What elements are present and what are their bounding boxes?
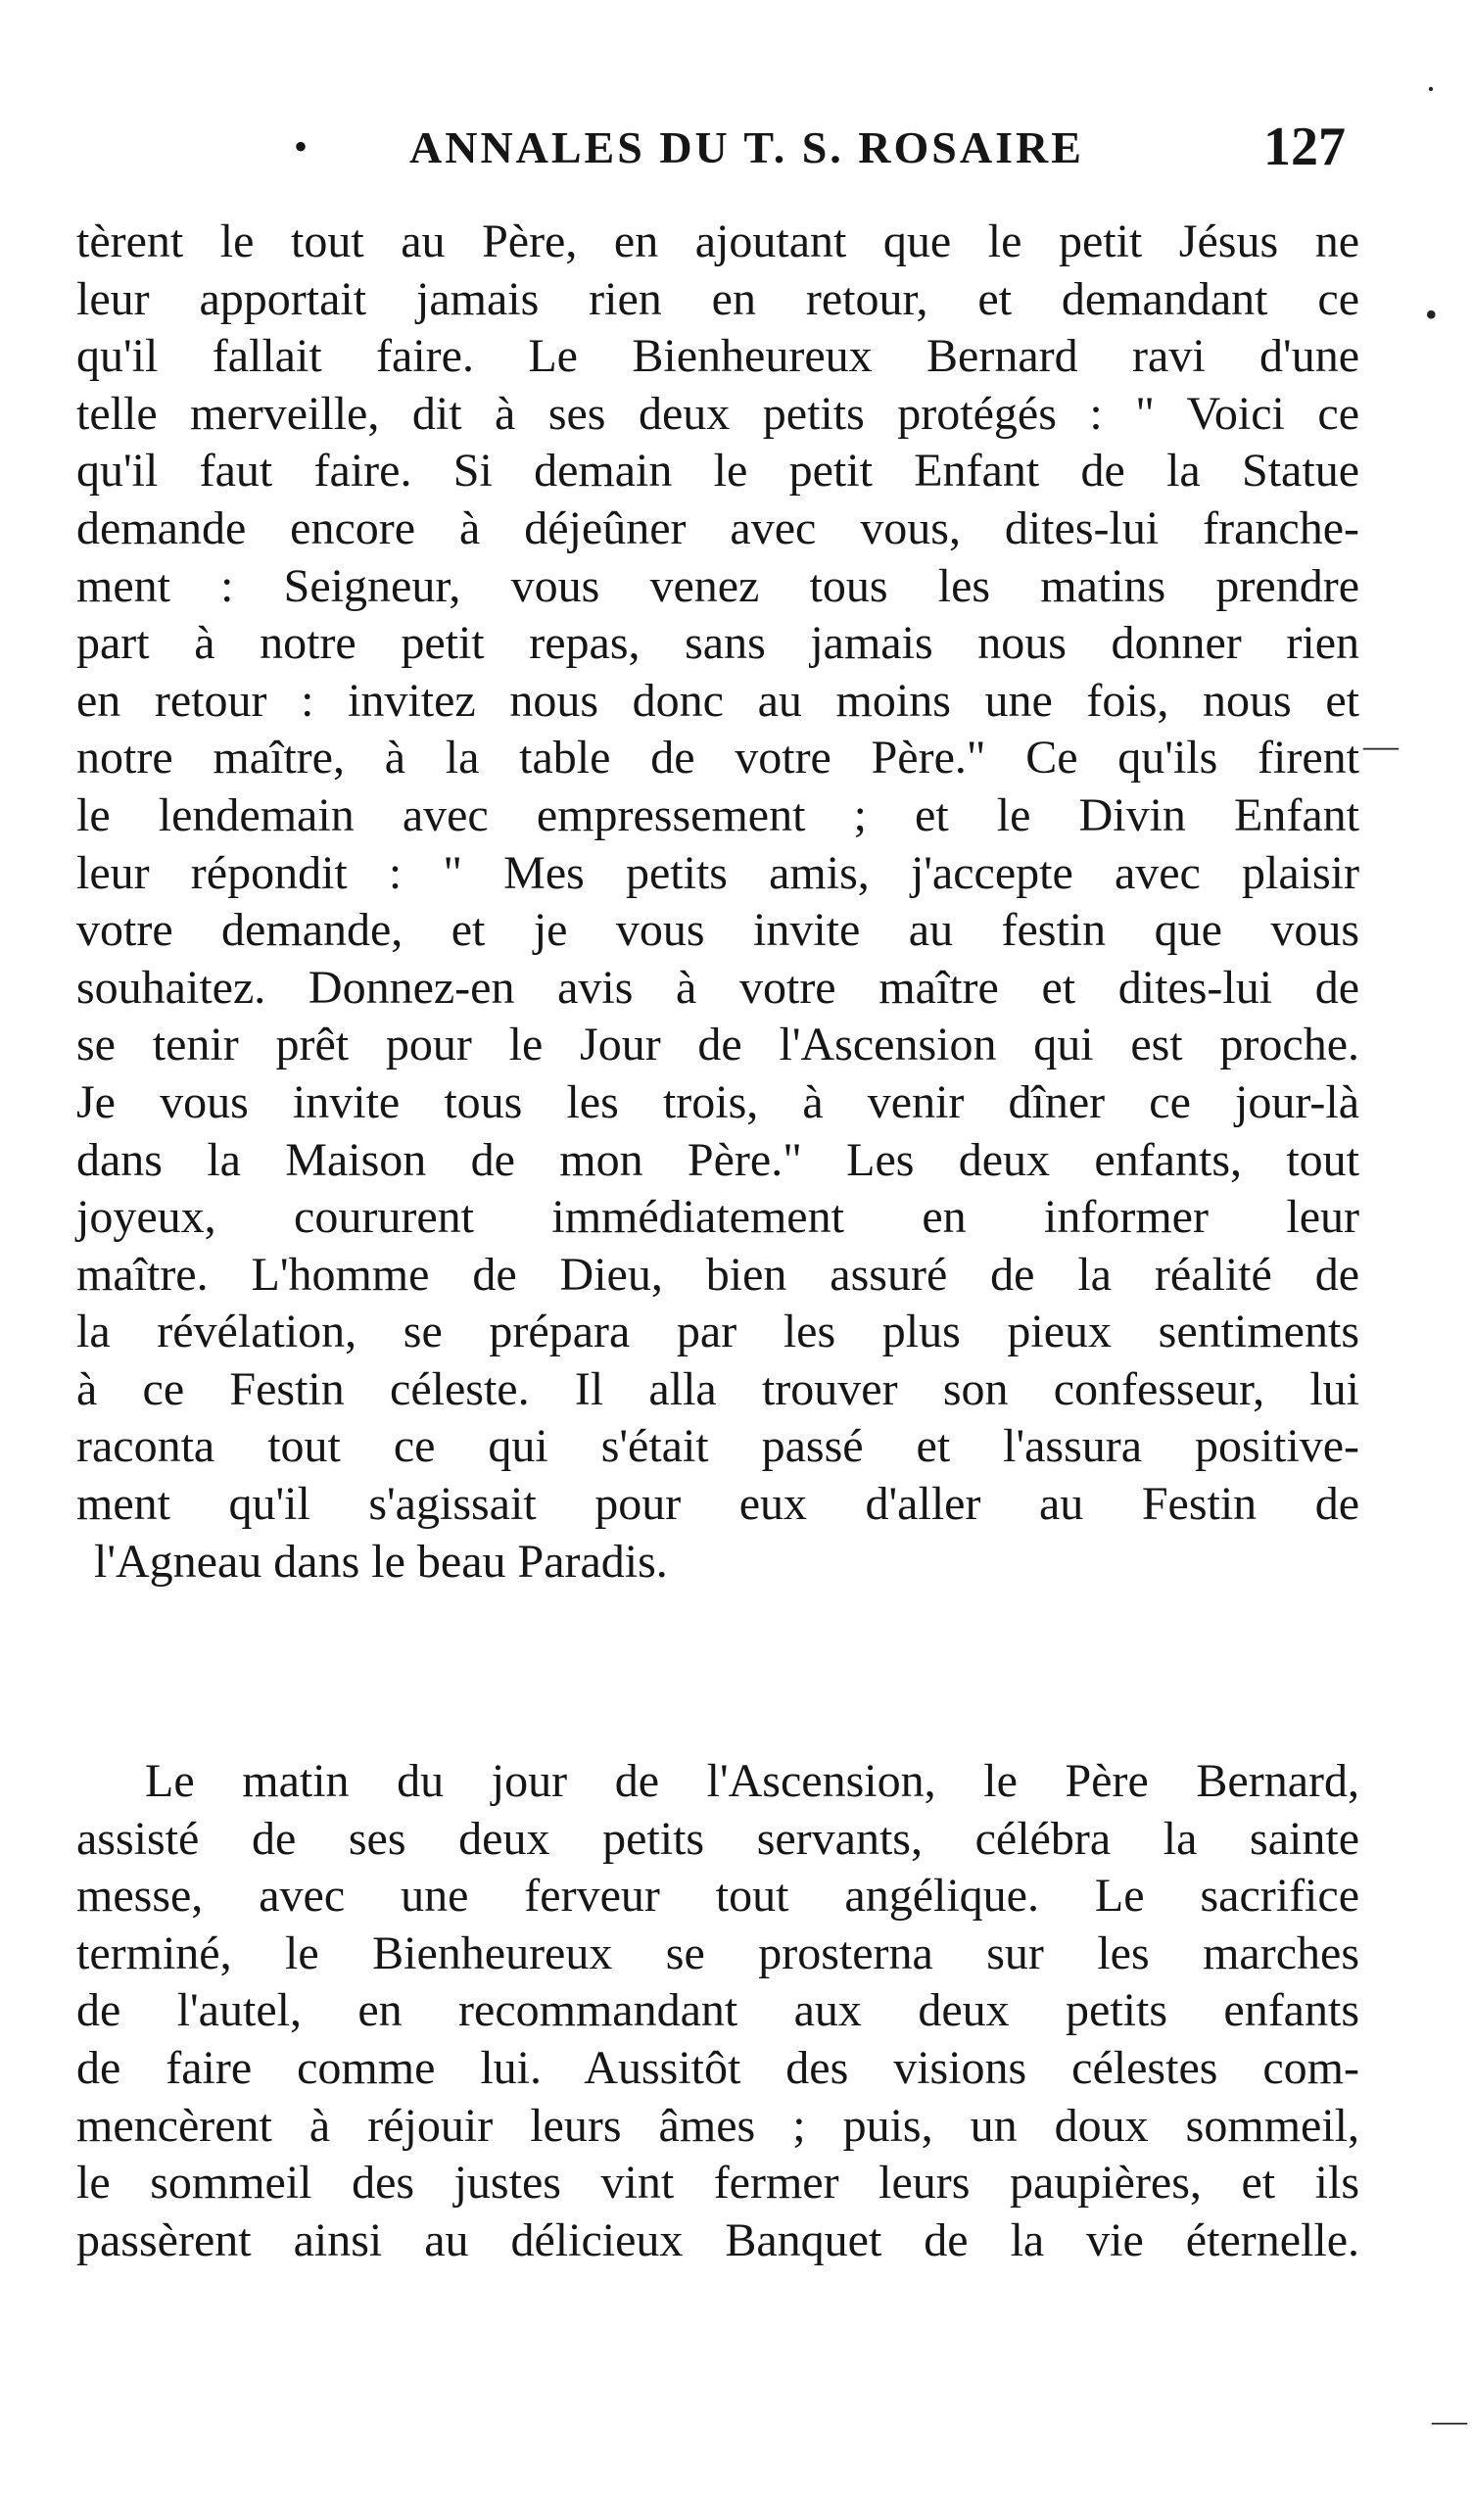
text-line: en retour : invitez nous donc au moins une fois, nous et [76,674,1359,727]
text-line: notre maître, à la table de votre Père." Ce qu'ils firent [76,732,1359,785]
text-line: maître. L'homme de Dieu, bien assuré de la réalité de [76,1248,1359,1301]
text-line: ment : Seigneur, vous venez tous les matins prendre [76,559,1359,612]
text-line: la révélation, se prépara par les plus pieux sentiments [76,1306,1359,1358]
text-line: Le matin du jour de l'Ascension, le Père Bernard, [145,1755,1359,1807]
margin-mark-dash: — [1363,726,1399,765]
text-line: leur répondit : " Mes petits amis, j'accepte avec plaisir [76,846,1359,899]
text-line: de faire comme lui. Aussitôt des visions célestes com- [76,2041,1359,2094]
text-line: l'Agneau dans le beau Paradis. [94,1535,668,1588]
text-line: le sommeil des justes vint fermer leurs paupières, et ils [76,2157,1359,2210]
text-line: passèrent ainsi au délicieux Banquet de la vie éternelle. [76,2213,1359,2266]
head-bullet: • [294,124,309,168]
text-line: terminé, le Bienheureux se prosterna sur les marches [76,1926,1359,1979]
text-line: ment qu'il s'agissait pour eux d'aller au Festin de [76,1478,1359,1531]
text-line: demande encore à déjeûner avec vous, dites-lui franche- [76,501,1359,554]
text-line: se tenir prêt pour le Jour de l'Ascension qui est proche. [76,1019,1359,1071]
text-line: messe, avec une ferveur tout angélique. Le sacrifice [76,1870,1359,1923]
text-line: Je vous invite tous les trois, à venir dîner ce jour-là [76,1075,1359,1128]
text-line: votre demande, et je vous invite au festin que vous [76,904,1359,957]
margin-mark-dot: • [1425,295,1438,334]
paragraph-1 [76,214,1359,1591]
running-head-title: ANNALES DU T. S. ROSAIRE [409,122,1084,172]
text-line: assisté de ses deux petits servants, célébra la sainte [76,1812,1359,1865]
running-head [294,116,1401,184]
text-line: le lendemain avec empressement ; et le Divin Enfant [76,788,1359,841]
text-line: dans la Maison de mon Père." Les deux enfants, tout [76,1133,1359,1186]
page-number: 127 [1263,117,1346,177]
text-line: souhaitez. Donnez-en avis à votre maître et dites-lui de [76,961,1359,1014]
margin-mark-bottom: — [1432,2401,1467,2440]
text-line: raconta tout ce qui s'était passé et l'assura positive- [76,1420,1359,1473]
text-line: à ce Festin céleste. Il alla trouver son confesseur, lui [76,1362,1359,1415]
text-line: qu'il faut faire. Si demain le petit Enfant de la Statue [76,445,1359,498]
text-line: mencèrent à réjouir leurs âmes ; puis, un doux sommeil, [76,2099,1359,2152]
text-line: leur apportait jamais rien en retour, et demandant ce [76,272,1359,325]
text-line: tèrent le tout au Père, en ajoutant que le petit Jésus ne [76,215,1359,267]
text-line: telle merveille, dit à ses deux petits protégés : " Voici ce [76,387,1359,440]
text-line: joyeux, coururent immédiatement en informer leur [76,1191,1359,1244]
text-line: de l'autel, en recommandant aux deux petits enfants [76,1984,1359,2037]
text-line: qu'il fallait faire. Le Bienheureux Bernard ravi d'une [76,330,1359,383]
paragraph-2 [76,1753,1359,2269]
text-line: part à notre petit repas, sans jamais nous donner rien [76,617,1359,670]
margin-mark-top: · [1425,70,1437,109]
